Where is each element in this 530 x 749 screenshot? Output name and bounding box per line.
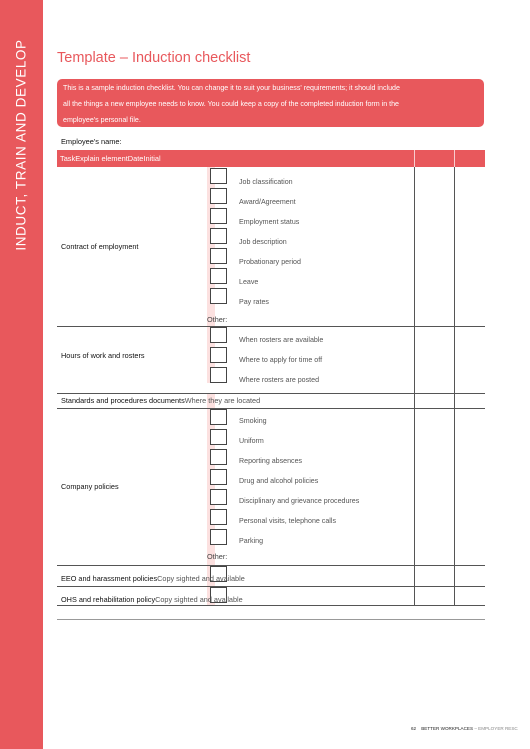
page-footer	[411, 726, 518, 731]
task-label: EEO and harassment policies	[61, 574, 158, 583]
item-label: Disciplinary and grievance procedures	[239, 497, 360, 505]
row-divider	[57, 586, 485, 587]
checkbox[interactable]	[210, 208, 227, 224]
item-label: When rosters are available	[239, 336, 324, 344]
checkbox[interactable]	[210, 489, 227, 505]
checkbox[interactable]	[210, 449, 227, 465]
intro-line: This is a sample induction checklist. You can change it to suit your business' requirements; it should include	[63, 84, 400, 92]
item-label: Reporting absences	[239, 457, 303, 465]
row-divider	[57, 408, 485, 409]
item-label: Uniform	[239, 437, 264, 445]
item-label: Employment status	[239, 218, 300, 226]
table-header	[57, 150, 485, 167]
page-title: Template – Induction checklist	[57, 50, 251, 66]
explain-text: Copy sighted and available	[157, 574, 245, 583]
checkbox[interactable]	[210, 168, 227, 184]
checkbox[interactable]	[210, 429, 227, 445]
single-task-row	[61, 396, 260, 405]
employee-name-label: Employee's name:	[61, 137, 122, 146]
other-label: Other:	[207, 315, 228, 324]
checkbox[interactable]	[210, 367, 227, 383]
row-divider	[57, 619, 485, 620]
intro-line: all the things a new employee needs to know. You could keep a copy of the completed induction form in the	[63, 100, 399, 108]
checkbox[interactable]	[210, 327, 227, 343]
checkbox[interactable]	[210, 248, 227, 264]
item-label: Job description	[239, 238, 287, 246]
single-task-row	[61, 595, 243, 604]
column-divider	[414, 167, 415, 606]
checkbox[interactable]	[210, 288, 227, 304]
table-header-text: TaskExplain elementDateInitial	[60, 154, 161, 163]
header-divider	[454, 150, 455, 167]
item-label: Leave	[239, 278, 259, 286]
checkbox[interactable]	[210, 268, 227, 284]
task-label: Standards and procedures documents	[61, 396, 185, 405]
item-label: Job classification	[239, 178, 293, 186]
item-label: Parking	[239, 537, 264, 545]
header-divider	[414, 150, 415, 167]
item-label: Where to apply for time off	[239, 356, 323, 364]
item-label: Drug and alcohol policies	[239, 477, 319, 485]
checkbox[interactable]	[210, 509, 227, 525]
page-number: 62	[411, 726, 417, 731]
checkbox[interactable]	[210, 469, 227, 485]
row-divider	[57, 605, 485, 606]
task-label: OHS and rehabilitation policy	[61, 595, 156, 604]
other-label: Other:	[207, 552, 228, 561]
footer-brand: BETTER WORKPLACES	[421, 726, 474, 731]
task-label: Contract of employment	[61, 242, 139, 251]
checkbox[interactable]	[210, 347, 227, 363]
footer-suffix: – EMPLOYER RESC	[473, 726, 518, 731]
item-label: Personal visits, telephone calls	[239, 517, 336, 525]
checkbox[interactable]	[210, 228, 227, 244]
intro-box	[57, 79, 484, 127]
row-divider	[57, 326, 485, 327]
task-label: Company policies	[61, 482, 119, 491]
single-task-row	[61, 574, 245, 583]
explain-text: Where they are located	[184, 396, 261, 405]
item-label: Where rosters are posted	[239, 376, 320, 384]
checkbox[interactable]	[210, 529, 227, 545]
column-divider	[454, 167, 455, 606]
item-label: Award/Agreement	[239, 198, 296, 206]
sidebar-title: INDUCT, TRAIN AND DEVELOP	[13, 39, 29, 251]
checklist-table	[57, 150, 485, 620]
item-label: Pay rates	[239, 298, 269, 306]
row-divider	[57, 393, 485, 394]
item-label: Probationary period	[239, 258, 301, 266]
intro-line: employee's personal file.	[63, 116, 141, 124]
item-label: Smoking	[239, 417, 267, 425]
checkbox[interactable]	[210, 409, 227, 425]
row-divider	[57, 565, 485, 566]
explain-text: Copy sighted and available	[155, 595, 243, 604]
task-label: Hours of work and rosters	[61, 351, 145, 360]
sidebar	[0, 0, 43, 749]
checkbox[interactable]	[210, 188, 227, 204]
